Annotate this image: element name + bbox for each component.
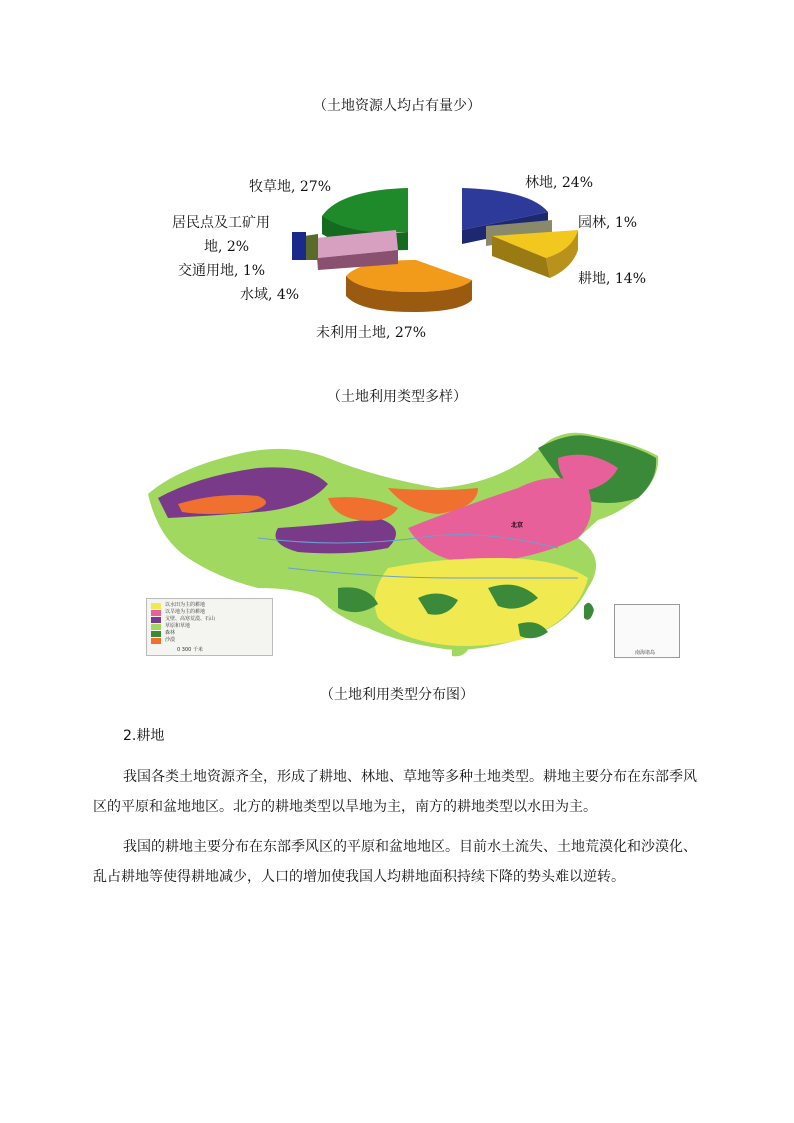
label-unused: 未利用土地, 27% xyxy=(316,325,427,341)
section-heading: 2.耕地 xyxy=(123,728,165,744)
land-use-map xyxy=(138,428,690,660)
paragraph-1: 我国各类土地资源齐全，形成了耕地、林地、草地等多种土地类型。耕地主要分布在东部季风区的平原和盆地地区。北方的耕地类型以旱地为主，南方的耕地类型以水田为主。 xyxy=(93,769,697,815)
pie-caption: （土地资源人均占有量少） xyxy=(313,98,481,114)
label-transport: 交通用地, 1% xyxy=(178,263,266,279)
map-legend xyxy=(146,598,273,656)
label-residential-line2: 地, 2% xyxy=(204,239,250,255)
slice-cropland xyxy=(492,230,578,278)
label-cropland: 耕地, 14% xyxy=(578,271,647,287)
label-water: 水域, 4% xyxy=(240,287,300,303)
legend-text: 以旱地为主的耕地 xyxy=(165,609,206,615)
legend-text: 以水田为主的耕地 xyxy=(165,602,206,608)
slice-residential xyxy=(292,232,306,260)
map-scale: 0 300 千米 xyxy=(177,647,203,653)
south-china-sea-inset xyxy=(614,604,680,658)
label-forest: 林地, 24% xyxy=(525,175,594,191)
inset-label: 南海诸岛 xyxy=(635,650,656,656)
legend-text: 草原和草地 xyxy=(165,623,191,629)
legend-text: 森林 xyxy=(165,630,176,636)
slice-transport xyxy=(304,234,318,260)
legend-swatch xyxy=(151,638,161,644)
legend-swatch xyxy=(151,631,161,637)
slice-unused xyxy=(346,260,472,312)
label-residential-line1: 居民点及工矿用 xyxy=(172,215,270,231)
legend-swatch xyxy=(151,617,161,623)
label-pasture: 牧草地, 27% xyxy=(249,179,332,195)
label-garden: 园林, 1% xyxy=(578,215,638,231)
legend-swatch xyxy=(151,624,161,630)
legend-item xyxy=(151,638,269,645)
legend-text: 沙漠 xyxy=(165,637,176,643)
beijing-label: 北京 xyxy=(511,522,524,529)
map-caption-bottom: （土地利用类型分布图） xyxy=(320,687,474,703)
legend-text: 戈壁、高寒荒漠、石山 xyxy=(165,616,216,622)
legend-swatch xyxy=(151,610,161,616)
paragraph-2: 我国的耕地主要分布在东部季风区的平原和盆地地区。目前水土流失、土地荒漠化和沙漠化、乱占耕地等使得耕地减少，人口的增加使我国人均耕地面积持续下降的势头难以逆转。 xyxy=(93,839,697,885)
map-caption-top: （土地利用类型多样） xyxy=(327,389,467,405)
legend-swatch xyxy=(151,603,161,609)
